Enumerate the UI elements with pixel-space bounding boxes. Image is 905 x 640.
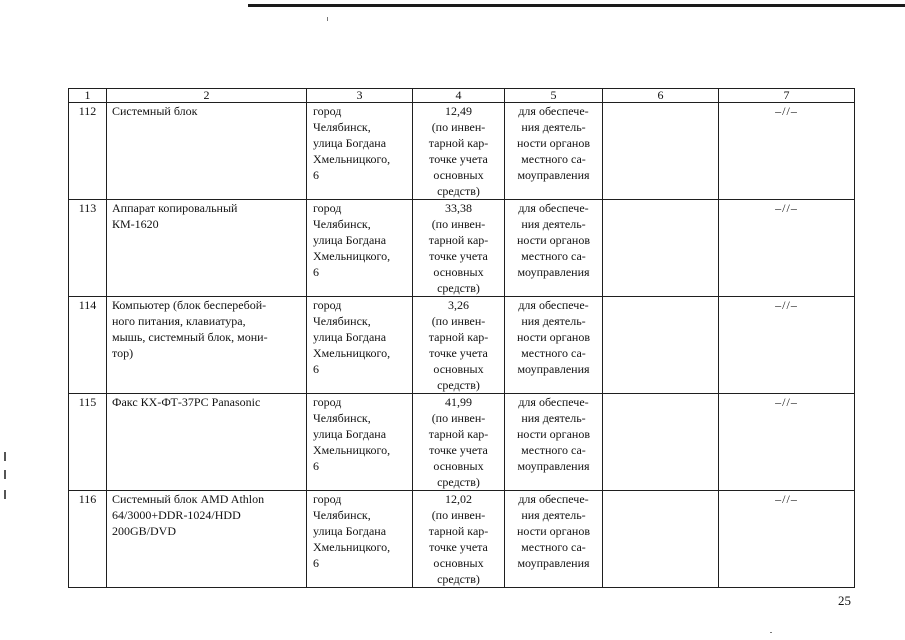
item-address-line: улица Богдана [313, 524, 387, 538]
item-address-line: улица Богдана [313, 233, 387, 247]
column-header-4: 4 [413, 89, 505, 103]
item-cost-line: средств) [437, 184, 480, 198]
item-address-line: Хмельницкого, [313, 249, 391, 263]
item-name [107, 394, 307, 491]
item-cost-line: (по инвен- [431, 120, 486, 134]
column-6-cell [603, 491, 719, 588]
item-purpose [505, 200, 603, 297]
column-header-7: 7 [719, 89, 855, 103]
item-name-line: ного питания, клавиатура, [112, 314, 246, 328]
item-cost-line: основных [433, 168, 484, 182]
item-purpose-line: ния деятель- [521, 217, 586, 231]
item-cost-line: тарной кар- [428, 330, 489, 344]
table-row [69, 297, 855, 394]
item-cost-line: средств) [437, 378, 480, 392]
item-purpose-line: ния деятель- [521, 508, 586, 522]
item-purpose-line: местного са- [521, 249, 586, 263]
ditto-mark: –//– [719, 103, 855, 200]
item-name-line: Компьютер (блок бесперебой- [112, 298, 267, 312]
item-purpose-line: местного са- [521, 443, 586, 457]
item-cost-line: средств) [437, 572, 480, 586]
item-purpose-line: местного са- [521, 152, 586, 166]
item-name [107, 297, 307, 394]
item-cost-line: 33,38 [445, 201, 472, 215]
scan-speck [770, 632, 772, 633]
table-row [69, 394, 855, 491]
item-cost-line: основных [433, 459, 484, 473]
table-row [69, 491, 855, 588]
item-cost [413, 491, 505, 588]
item-name-line: мышь, системный блок, мони- [112, 330, 268, 344]
header-row [69, 89, 855, 103]
ditto-mark: –//– [719, 491, 855, 588]
item-cost-line: основных [433, 362, 484, 376]
item-name [107, 491, 307, 588]
item-name-line: Факс КХ-ФТ-37РС Panasonic [112, 395, 261, 409]
item-address-line: Челябинск, [313, 217, 371, 231]
item-name-line: Системный блок [112, 104, 198, 118]
row-number: 112 [69, 103, 107, 200]
item-cost-line: тарной кар- [428, 136, 489, 150]
item-cost-line: 12,02 [445, 492, 472, 506]
item-cost-line: средств) [437, 475, 480, 489]
row-number: 115 [69, 394, 107, 491]
item-name [107, 103, 307, 200]
item-purpose-line: для обеспече- [518, 492, 589, 506]
item-cost-line: 41,99 [445, 395, 472, 409]
column-6-cell [603, 103, 719, 200]
item-purpose-line: моуправления [517, 556, 590, 570]
item-address-line: 6 [313, 362, 319, 376]
item-address-line: Челябинск, [313, 314, 371, 328]
item-purpose-line: для обеспече- [518, 395, 589, 409]
item-purpose-line: моуправления [517, 459, 590, 473]
scan-top-edge [248, 4, 905, 7]
item-address-line: 6 [313, 168, 319, 182]
item-purpose-line: ности органов [516, 136, 591, 150]
table-body [69, 103, 855, 588]
row-number: 116 [69, 491, 107, 588]
item-cost-line: основных [433, 556, 484, 570]
item-cost-line: основных [433, 265, 484, 279]
item-cost-line: (по инвен- [431, 411, 486, 425]
ditto-mark: –//– [719, 297, 855, 394]
item-address-line: Хмельницкого, [313, 346, 391, 360]
item-name-line: КМ-1620 [112, 217, 159, 231]
item-cost-line: (по инвен- [431, 314, 486, 328]
item-address-line: Челябинск, [313, 411, 371, 425]
item-purpose-line: ности органов [516, 427, 591, 441]
item-cost-line: тарной кар- [428, 427, 489, 441]
item-purpose-line: ности органов [516, 233, 591, 247]
item-cost-line: точке учета [429, 152, 488, 166]
item-cost-line: точке учета [429, 249, 488, 263]
table-header [69, 89, 855, 103]
item-purpose-line: для обеспече- [518, 104, 589, 118]
item-address [307, 103, 413, 200]
item-address [307, 297, 413, 394]
item-cost [413, 103, 505, 200]
column-header-5: 5 [505, 89, 603, 103]
scan-margin-mark [4, 490, 6, 499]
item-cost-line: точке учета [429, 540, 488, 554]
item-purpose-line: местного са- [521, 540, 586, 554]
item-purpose-line: ния деятель- [521, 411, 586, 425]
item-address-line: город [313, 298, 342, 312]
item-cost-line: (по инвен- [431, 508, 486, 522]
column-header-1: 1 [69, 89, 107, 103]
item-name-line: Аппарат копировальный [112, 201, 238, 215]
item-name-line: Системный блок AMD Athlon [112, 492, 265, 506]
item-purpose-line: ния деятель- [521, 120, 586, 134]
item-cost-line: тарной кар- [428, 524, 489, 538]
column-header-2: 2 [107, 89, 307, 103]
item-purpose [505, 491, 603, 588]
row-number: 114 [69, 297, 107, 394]
item-cost-line: 3,26 [448, 298, 469, 312]
item-address-line: город [313, 395, 342, 409]
item-cost-line: (по инвен- [431, 217, 486, 231]
item-address-line: Хмельницкого, [313, 443, 391, 457]
ditto-mark: –//– [719, 394, 855, 491]
item-address-line: улица Богдана [313, 427, 387, 441]
item-purpose-line: местного са- [521, 346, 586, 360]
column-header-6: 6 [603, 89, 719, 103]
item-address [307, 394, 413, 491]
item-purpose-line: ности органов [516, 524, 591, 538]
item-cost-line: тарной кар- [428, 233, 489, 247]
item-purpose-line: ности органов [516, 330, 591, 344]
item-cost-line: точке учета [429, 443, 488, 457]
column-header-3: 3 [307, 89, 413, 103]
item-purpose [505, 297, 603, 394]
item-name-line: тор) [112, 346, 134, 360]
item-address-line: город [313, 201, 342, 215]
item-address-line: улица Богдана [313, 330, 387, 344]
item-address-line: улица Богдана [313, 136, 387, 150]
item-purpose-line: ния деятель- [521, 314, 586, 328]
scan-margin-mark [4, 452, 6, 461]
item-name-line: 64/3000+DDR-1024/HDD [112, 508, 241, 522]
table-row [69, 103, 855, 200]
item-address-line: 6 [313, 265, 319, 279]
item-cost-line: средств) [437, 281, 480, 295]
item-address-line: 6 [313, 556, 319, 570]
item-address-line: Челябинск, [313, 120, 371, 134]
item-purpose-line: моуправления [517, 265, 590, 279]
scan-speck [327, 17, 328, 21]
item-address [307, 491, 413, 588]
item-address-line: город [313, 492, 342, 506]
item-cost [413, 394, 505, 491]
item-cost [413, 297, 505, 394]
column-6-cell [603, 394, 719, 491]
item-purpose-line: моуправления [517, 168, 590, 182]
item-address [307, 200, 413, 297]
row-number: 113 [69, 200, 107, 297]
item-purpose [505, 103, 603, 200]
scan-margin-mark [4, 470, 6, 479]
item-cost-line: точке учета [429, 346, 488, 360]
item-name-line: 200GB/DVD [112, 524, 177, 538]
ditto-mark: –//– [719, 200, 855, 297]
item-purpose-line: для обеспече- [518, 201, 589, 215]
item-address-line: 6 [313, 459, 319, 473]
item-address-line: Хмельницкого, [313, 540, 391, 554]
item-purpose [505, 394, 603, 491]
page-number: 25 [838, 593, 851, 608]
column-6-cell [603, 297, 719, 394]
item-address-line: Хмельницкого, [313, 152, 391, 166]
property-table [68, 88, 855, 588]
item-cost-line: 12,49 [445, 104, 472, 118]
item-name [107, 200, 307, 297]
table-row [69, 200, 855, 297]
item-purpose-line: для обеспече- [518, 298, 589, 312]
item-cost [413, 200, 505, 297]
item-purpose-line: моуправления [517, 362, 590, 376]
item-address-line: Челябинск, [313, 508, 371, 522]
column-6-cell [603, 200, 719, 297]
item-address-line: город [313, 104, 342, 118]
